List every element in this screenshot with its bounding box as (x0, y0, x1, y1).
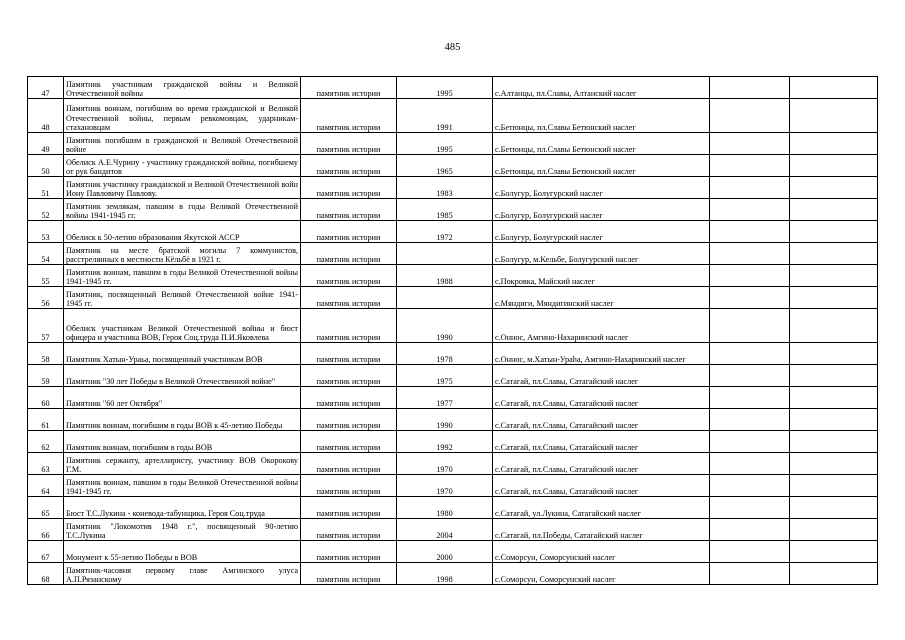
table-row (28, 287, 878, 309)
table-row (28, 453, 878, 475)
monument-category: памятник истории (301, 365, 397, 387)
empty-cell (790, 77, 878, 99)
row-number: 50 (28, 155, 64, 177)
empty-cell (790, 365, 878, 387)
monument-year: 1980 (397, 497, 493, 519)
empty-cell (710, 519, 790, 541)
table-row (28, 133, 878, 155)
monument-location: с.Сатагай, пл.Славы, Сатагайский наслег (493, 365, 710, 387)
monument-location: с.Алтанцы, пл.Славы, Алтанский наслег (493, 77, 710, 99)
empty-cell (790, 343, 878, 365)
empty-cell (710, 475, 790, 497)
empty-cell (710, 563, 790, 585)
table-row (28, 177, 878, 199)
row-number: 63 (28, 453, 64, 475)
monument-location: с.Сатагай, ул.Лукина, Сатагайский наслег (493, 497, 710, 519)
empty-cell (710, 199, 790, 221)
monument-year: 1991 (397, 99, 493, 133)
row-number: 66 (28, 519, 64, 541)
monument-category: памятник истории (301, 287, 397, 309)
row-number: 48 (28, 99, 64, 133)
monument-location: с.Сатагай, пл.Славы, Сатагайский наслег (493, 409, 710, 431)
empty-cell (790, 563, 878, 585)
table-row (28, 343, 878, 365)
monument-year: 1990 (397, 409, 493, 431)
monument-year: 1970 (397, 475, 493, 497)
empty-cell (710, 265, 790, 287)
monument-name: Памятник "60 лет Октября" (64, 387, 301, 409)
monument-name: Памятник сержанту, артеллиристу, участнику ВОВ Окорокову Г.М. (64, 453, 301, 475)
monument-year: 1995 (397, 77, 493, 99)
empty-cell (790, 409, 878, 431)
monument-name: Бюст Т.С.Лукина - коневода-табунщика, Героя Соц.труда (64, 497, 301, 519)
row-number: 51 (28, 177, 64, 199)
monument-category: памятник истории (301, 99, 397, 133)
empty-cell (710, 431, 790, 453)
monument-location: с.Бетюнцы, пл.Славы Бетюнский наслег (493, 133, 710, 155)
monument-year: 1970 (397, 453, 493, 475)
empty-cell (790, 99, 878, 133)
monument-location: с.Болугур, м.Кельбе, Болугурский наслег (493, 243, 710, 265)
monument-category: памятник истории (301, 309, 397, 343)
row-number: 47 (28, 77, 64, 99)
empty-cell (710, 99, 790, 133)
row-number: 54 (28, 243, 64, 265)
empty-cell (710, 309, 790, 343)
monument-category: памятник истории (301, 497, 397, 519)
monument-category: памятник истории (301, 475, 397, 497)
monument-name: Памятник погибшим в гражданской и Великой Отечественной войне (64, 133, 301, 155)
row-number: 53 (28, 221, 64, 243)
empty-cell (790, 497, 878, 519)
monument-location: с.Сатагай, пл.Славы, Сатагайский наслег (493, 431, 710, 453)
monument-category: памятник истории (301, 177, 397, 199)
empty-cell (710, 497, 790, 519)
empty-cell (790, 475, 878, 497)
empty-cell (790, 453, 878, 475)
monument-category: памятник истории (301, 243, 397, 265)
table-row (28, 431, 878, 453)
monument-year: 2004 (397, 519, 493, 541)
empty-cell (790, 133, 878, 155)
monument-location: с.Бетюнцы, пл.Славы Бетюнский наслег (493, 155, 710, 177)
row-number: 65 (28, 497, 64, 519)
monument-location: с.Бетюнцы, пл.Славы Бетюнский наслег (493, 99, 710, 133)
monument-name: Памятник Хатын-Ураьа, посвященный участникам ВОВ (64, 343, 301, 365)
monument-name: Обелиск участникам Великой Отечественной войны и бюст офицера и участника ВОВ, Героя Соц.труда П.И.Яковлева (64, 309, 301, 343)
monument-category: памятник истории (301, 265, 397, 287)
row-number: 68 (28, 563, 64, 585)
table-row (28, 541, 878, 563)
monument-name: Памятник участникам гражданской войны и Великой Отечественной войны (64, 77, 301, 99)
monument-location: с.Соморсун, Соморсунский наслег (493, 563, 710, 585)
monument-name: Памятник воинам, погибшим в годы ВОВ (64, 431, 301, 453)
monument-category: памятник истории (301, 133, 397, 155)
empty-cell (790, 221, 878, 243)
row-number: 58 (28, 343, 64, 365)
table-row (28, 387, 878, 409)
monument-year: 1985 (397, 199, 493, 221)
monument-location: с.Мяндиги, Мяндигинский наслег (493, 287, 710, 309)
row-number: 67 (28, 541, 64, 563)
empty-cell (790, 541, 878, 563)
empty-cell (790, 177, 878, 199)
empty-cell (790, 155, 878, 177)
monument-location: с.Онноc, м.Хатын-Ураhа, Амгино-Нахаринский наслег (493, 343, 710, 365)
row-number: 57 (28, 309, 64, 343)
monument-name: Памятник землякам, павшим в годы Великой Отечественной войны 1941-1945 гг. (64, 199, 301, 221)
monument-category: памятник истории (301, 431, 397, 453)
table-row (28, 221, 878, 243)
monument-year: 1998 (397, 563, 493, 585)
table-row (28, 563, 878, 585)
monument-category: памятник истории (301, 519, 397, 541)
monument-year: 1965 (397, 155, 493, 177)
row-number: 64 (28, 475, 64, 497)
monument-name: Монумент к 55-летию Победы в ВОВ (64, 541, 301, 563)
empty-cell (790, 387, 878, 409)
monument-year: 1983 (397, 177, 493, 199)
monument-category: памятник истории (301, 563, 397, 585)
table-row (28, 265, 878, 287)
monument-year: 1975 (397, 365, 493, 387)
monument-name: Обелиск к 50-летию образования Якутской АССР (64, 221, 301, 243)
empty-cell (710, 453, 790, 475)
table-row (28, 99, 878, 133)
table-row (28, 77, 878, 99)
monument-name: Памятник воинам, погибшим в годы ВОВ к 45-летию Победы (64, 409, 301, 431)
monument-category: памятник истории (301, 343, 397, 365)
empty-cell (710, 243, 790, 265)
table-row (28, 243, 878, 265)
monument-year (397, 243, 493, 265)
monument-year (397, 287, 493, 309)
monument-location: с.Болугур, Болугурский наслег (493, 221, 710, 243)
monument-location: с.Соморсун, Соморсунский наслег (493, 541, 710, 563)
empty-cell (710, 365, 790, 387)
monument-location: с.Болугур, Болугурский наслег (493, 199, 710, 221)
monument-name: Памятник "Локомотив 1948 г.", посвященный 90-летию Т.С.Лукина (64, 519, 301, 541)
monument-name: Обелиск А.Е.Чурину - участнику гражданской войны, погибшему от рук бандитов (64, 155, 301, 177)
monument-location: с.Болугур, Болугурский наслег (493, 177, 710, 199)
monuments-table (27, 76, 878, 585)
monument-location: с.Сатагай, пл.Славы, Сатагайский наслег (493, 453, 710, 475)
table-row (28, 409, 878, 431)
monument-name: Памятник воинам, павшим в годы Великой Отечественной войны 1941-1945 гг. (64, 475, 301, 497)
monument-year: 1978 (397, 343, 493, 365)
monument-category: памятник истории (301, 221, 397, 243)
monument-category: памятник истории (301, 541, 397, 563)
monument-year: 1992 (397, 431, 493, 453)
table-row (28, 519, 878, 541)
monument-name: Памятник-часовня первому главе Амгинского улуса А.П.Рязанскому (64, 563, 301, 585)
monument-location: с.Сатагай, пл.Победы, Сатагайский наслег (493, 519, 710, 541)
monument-location: с.Онноc, Амгино-Нахаринский наслег (493, 309, 710, 343)
empty-cell (710, 133, 790, 155)
empty-cell (710, 287, 790, 309)
monument-name: Памятник воинам, павшим в годы Великой Отечественной войны 1941-1945 гг. (64, 265, 301, 287)
empty-cell (710, 221, 790, 243)
monument-name: Памятник, посвященный Великой Отечественной войне 1941-1945 гг. (64, 287, 301, 309)
row-number: 60 (28, 387, 64, 409)
monument-location: с.Сатагай, пл.Славы, Сатагайский наслег (493, 387, 710, 409)
row-number: 55 (28, 265, 64, 287)
monument-year: 1995 (397, 133, 493, 155)
empty-cell (790, 519, 878, 541)
monument-category: памятник истории (301, 453, 397, 475)
empty-cell (790, 243, 878, 265)
monument-year: 1988 (397, 265, 493, 287)
table-row (28, 497, 878, 519)
empty-cell (710, 541, 790, 563)
monument-category: памятник истории (301, 155, 397, 177)
monument-name: Памятник воинам, погибшим во время гражданской и Великой Отечественной войны, первым ревкомовцам, ударникам-стахановцам (64, 99, 301, 133)
row-number: 61 (28, 409, 64, 431)
table-row (28, 475, 878, 497)
monument-category: памятник истории (301, 77, 397, 99)
row-number: 56 (28, 287, 64, 309)
monument-name: Памятник на месте братской могилы 7 коммунистов, расстрелянных в местности Кёльбё в 1921 г. (64, 243, 301, 265)
empty-cell (790, 199, 878, 221)
empty-cell (790, 265, 878, 287)
monuments-table-body (28, 77, 878, 585)
monument-location: с.Сатагай, пл.Славы, Сатагайский наслег (493, 475, 710, 497)
monument-year: 1977 (397, 387, 493, 409)
table-row (28, 365, 878, 387)
monument-location: с.Покровка, Майский наслег (493, 265, 710, 287)
empty-cell (790, 287, 878, 309)
row-number: 52 (28, 199, 64, 221)
empty-cell (710, 177, 790, 199)
monument-name: Памятник участнику гражданской и Великой Отечественной войн Иону Павловичу Павлову. (64, 177, 301, 199)
empty-cell (710, 387, 790, 409)
table-row (28, 155, 878, 177)
page-number: 485 (444, 42, 461, 53)
empty-cell (710, 155, 790, 177)
monument-year: 1990 (397, 309, 493, 343)
row-number: 49 (28, 133, 64, 155)
empty-cell (710, 77, 790, 99)
row-number: 62 (28, 431, 64, 453)
empty-cell (710, 343, 790, 365)
empty-cell (790, 309, 878, 343)
table-row (28, 199, 878, 221)
monument-name: Памятник "30 лет Победы в Великой Отечественной войне" (64, 365, 301, 387)
row-number: 59 (28, 365, 64, 387)
monument-year: 2000 (397, 541, 493, 563)
monument-year: 1972 (397, 221, 493, 243)
empty-cell (710, 409, 790, 431)
monument-category: памятник истории (301, 409, 397, 431)
monument-category: памятник истории (301, 199, 397, 221)
empty-cell (790, 431, 878, 453)
table-row (28, 309, 878, 343)
monument-category: памятник истории (301, 387, 397, 409)
